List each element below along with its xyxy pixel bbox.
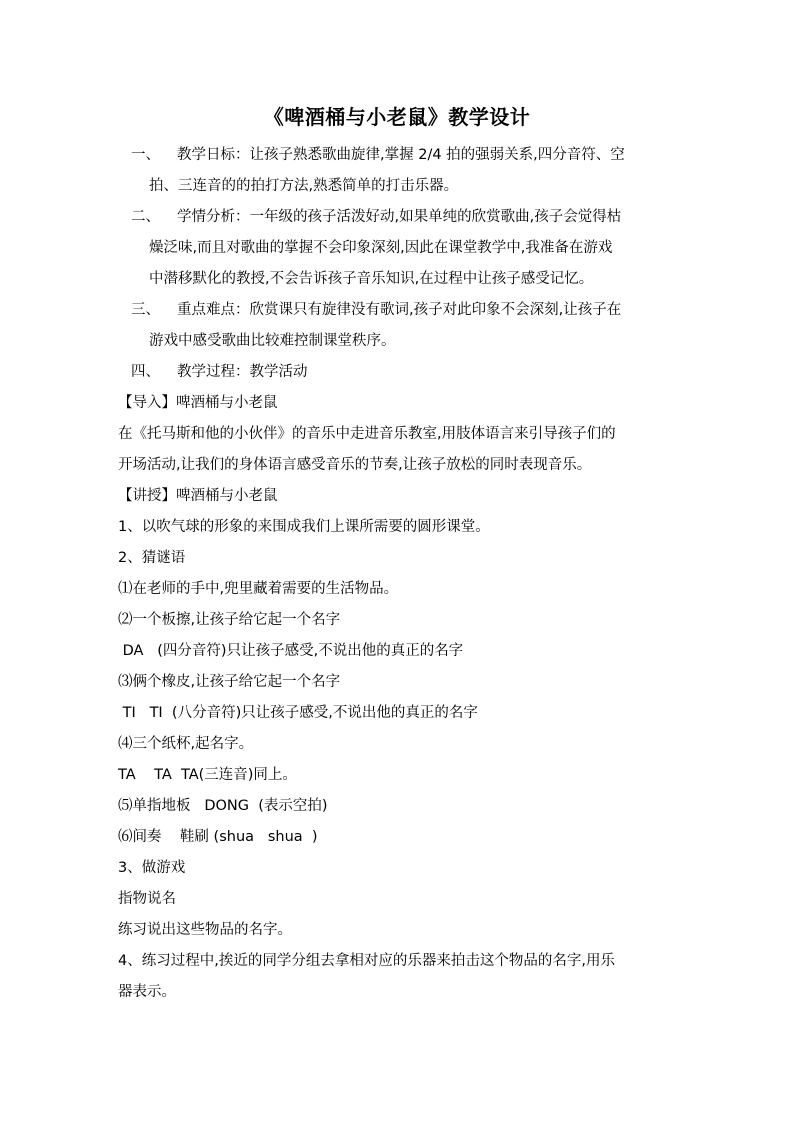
body-line: 开场活动,让我们的身体语言感受音乐的节奏,让孩子放松的同时表现音乐。	[118, 457, 592, 473]
section-line: 游戏中感受歌曲比较难控制课堂秩序。	[149, 333, 396, 349]
section-number: 一、	[131, 147, 160, 163]
section-line: 拍、三连音的的拍打方法,熟悉简单的打击乐器。	[149, 178, 459, 194]
section-line: 中潜移默化的教授,不会告诉孩子音乐知识,在过程中让孩子感受记忆。	[149, 271, 594, 287]
body-line: ⑴在老师的手中,兜里藏着需要的生活物品。	[118, 581, 399, 597]
body-line: 指物说名	[118, 891, 176, 907]
body-line: 3、做游戏	[118, 860, 186, 876]
body-line: 器表示。	[118, 984, 176, 1000]
body-line: DA (四分音符)只让孩子感受,不说出他的真正的名字	[118, 643, 464, 659]
section-line: 学情分析：一年级的孩子活泼好动,如果单纯的欣赏歌曲,孩子会觉得枯	[177, 209, 622, 225]
body-line: 1、以吹气球的形象的来围成我们上课所需要的圆形课堂。	[118, 519, 490, 535]
body-line: ⑸单指地板 DONG (表示空拍)	[118, 798, 328, 814]
body-line: 4、练习过程中,挨近的同学分组去拿相对应的乐器来拍击这个物品的名字,用乐	[118, 953, 615, 969]
section-number: 三、	[131, 302, 160, 318]
body-line: ⑶俩个橡皮,让孩子给它起一个名字	[118, 674, 341, 690]
body-line: 在《托马斯和他的小伙伴》的音乐中走进音乐教室,用肢体语言来引导孩子们的	[118, 426, 616, 442]
section-number: 四、	[131, 364, 160, 380]
section-line: 教学日标：让孩子熟悉歌曲旋律,掌握 2/4 拍的强弱关系,四分音符、空	[177, 147, 625, 163]
body-line: 2、猜谜语	[118, 550, 186, 566]
body-line: TA TA TA(三连音)同上。	[118, 767, 297, 783]
section-line: 重点难点：欣赏课只有旋律没有歌词,孩子对此印象不会深刻,让孩子在	[177, 302, 622, 318]
body-line: 练习说出这些物品的名字。	[118, 922, 292, 938]
section-line: 教学过程：教学活动	[177, 364, 308, 380]
body-line: ⑹间奏 鞋刷 (shua shua )	[118, 829, 318, 845]
document-title: 《啤酒桶与小老鼠》教学设计	[263, 105, 531, 129]
section-line: 燥泛味,而且对歌曲的掌握不会印象深刻,因此在课堂教学中,我准备在游戏	[149, 240, 613, 256]
body-heading-intro: 【导入】啤酒桶与小老鼠	[118, 395, 278, 411]
body-line: ⑷三个纸杯,起名字。	[118, 736, 254, 752]
body-heading-lesson: 【讲授】啤酒桶与小老鼠	[118, 488, 278, 504]
body-line: ⑵一个板擦,让孩子给它起一个名字	[118, 612, 341, 628]
body-line: TI TI (八分音符)只让孩子感受,不说出他的真正的名字	[118, 705, 478, 721]
section-number: 二、	[131, 209, 160, 225]
